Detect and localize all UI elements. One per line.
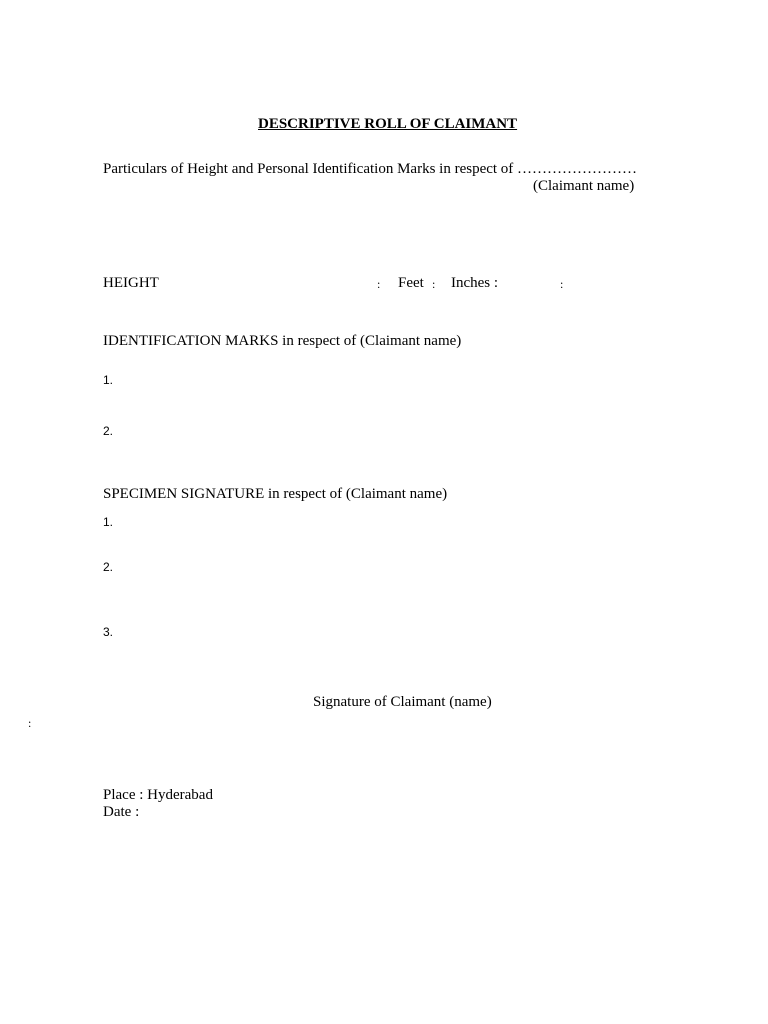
identification-item-1: 1. <box>103 373 114 387</box>
place-line: Place : Hyderabad <box>103 787 213 803</box>
inches-label: Inches : <box>451 275 499 291</box>
height-colon-2: : <box>432 277 436 291</box>
page-title: DESCRIPTIVE ROLL OF CLAIMANT <box>258 116 518 132</box>
signature-caption: Signature of Claimant (name) <box>313 694 492 710</box>
stray-colon: : <box>28 716 32 730</box>
particulars-label: Particulars of Height and Personal Identification Marks in respect of <box>103 161 514 177</box>
feet-label: Feet <box>398 275 424 291</box>
specimen-item-3: 3. <box>103 625 114 639</box>
identification-heading: IDENTIFICATION MARKS in respect of (Claimant name) <box>103 333 462 349</box>
height-colon-3: : <box>560 277 564 291</box>
claimant-name-caption: (Claimant name) <box>533 178 635 194</box>
height-colon-1: : <box>377 277 381 291</box>
specimen-item-1: 1. <box>103 515 114 529</box>
height-label: HEIGHT <box>103 275 159 291</box>
date-line: Date : <box>103 804 140 820</box>
specimen-item-2: 2. <box>103 560 114 574</box>
specimen-heading: SPECIMEN SIGNATURE in respect of (Claimant name) <box>103 486 448 502</box>
particulars-dots: …………………… <box>517 161 638 177</box>
particulars-text <box>103 160 637 178</box>
identification-item-2: 2. <box>103 424 114 438</box>
